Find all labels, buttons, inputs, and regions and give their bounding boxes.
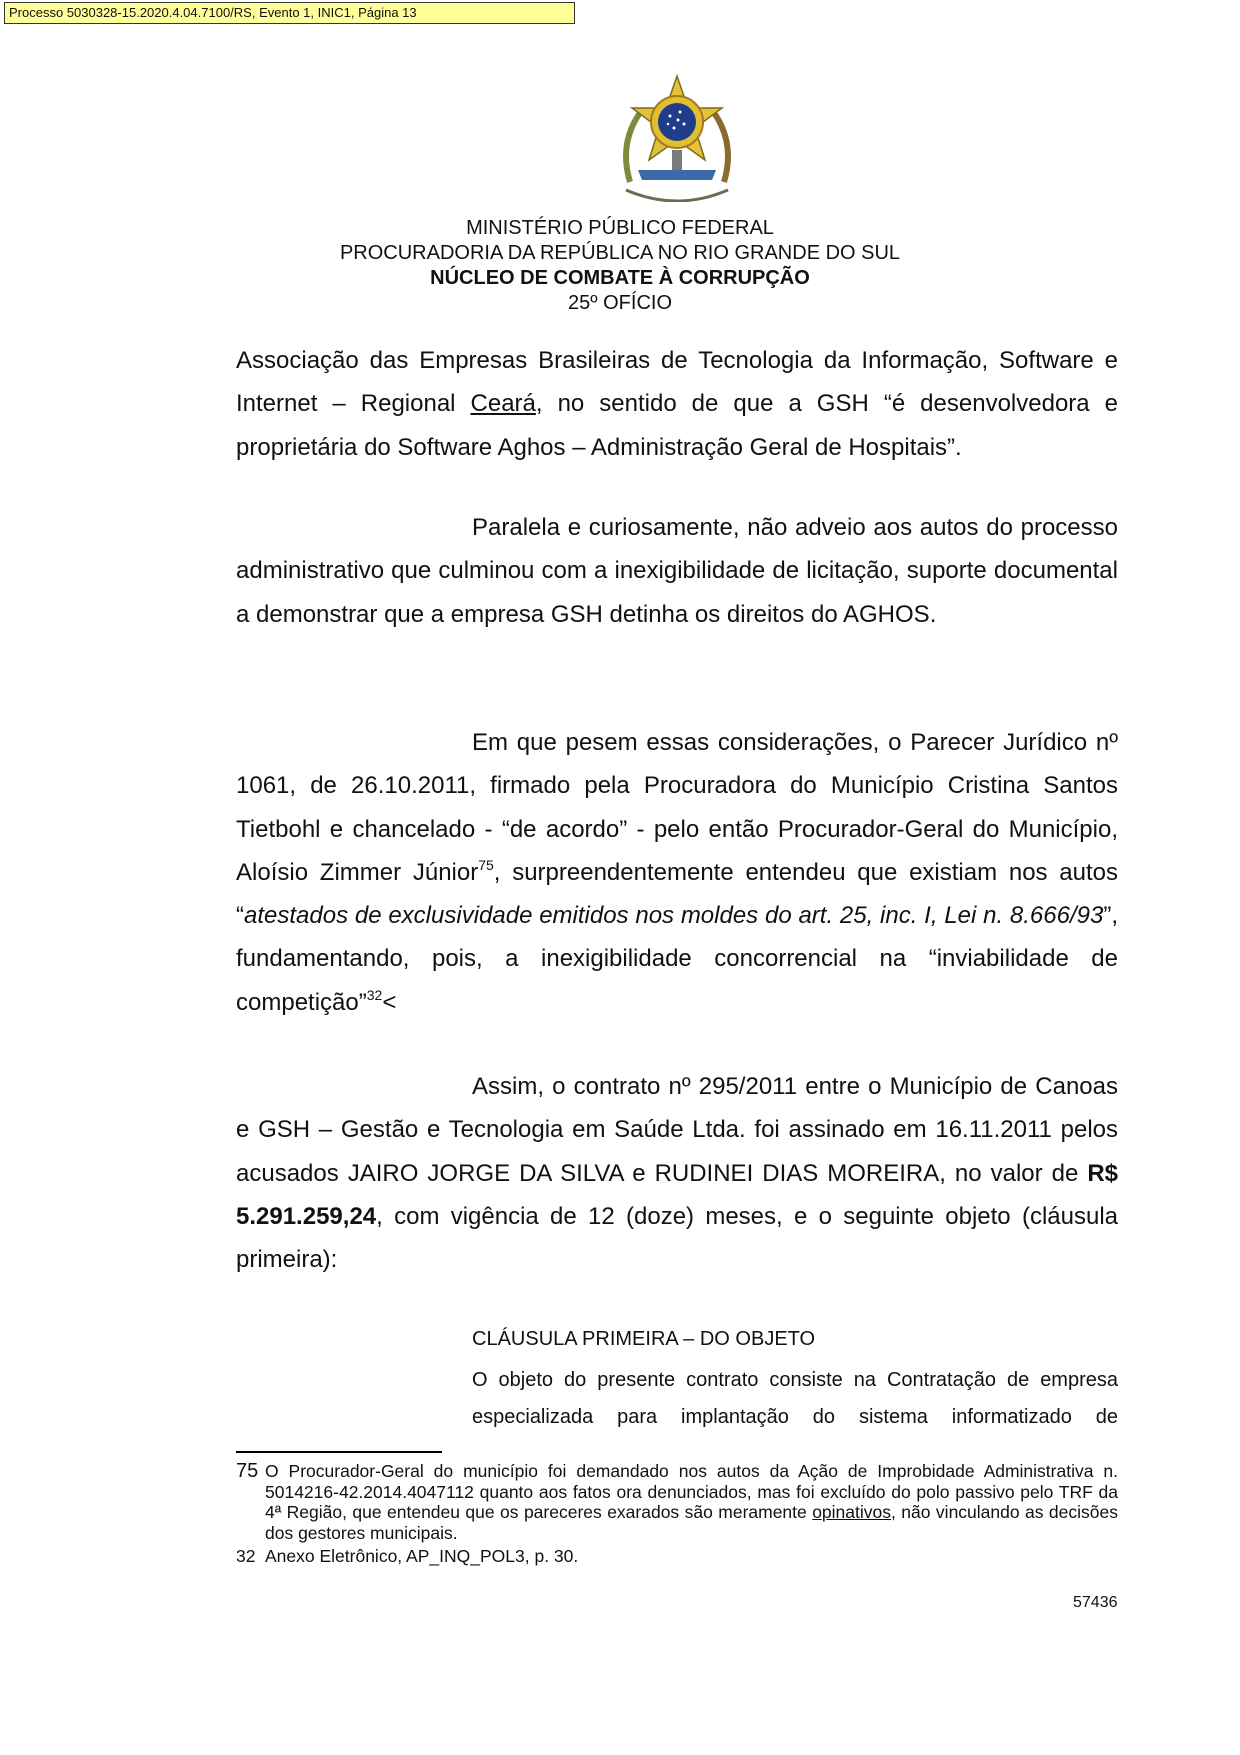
header-nucleo: NÚCLEO DE COMBATE À CORRUPÇÃO [430, 267, 810, 289]
p3-italic-quote: atestados de exclusividade emitidos nos moldes do art. 25, inc. I, Lei n. 8.666/93 [244, 902, 1104, 930]
p2-text: Paralela e curiosamente, não adveio aos autos do processo administrativo que culminou com a inexigibilidade de licitação, suporte documental a demonstrar que a empresa GSH detinha os direitos do AGHOS. [236, 514, 1118, 628]
process-stamp: Processo 5030328-15.2020.4.04.7100/RS, Evento 1, INIC1, Página 13 [4, 2, 575, 24]
coat-of-arms-logo [608, 72, 746, 202]
paragraph-2 [236, 506, 1118, 636]
clause-title: CLÁUSULA PRIMEIRA – DO OBJETO [472, 1328, 816, 1350]
p3-text-b: , surpreendentemente entendeu que existiam nos autos “ [236, 858, 1118, 930]
p3-text-d: ”, fundamentando, pois, a inexigibilidade concorrencial na “inviabilidade de competição” [236, 902, 1118, 1016]
p1-text-c: , no sentido de que a GSH “é desenvolvedora e proprietária do Software Aghos – Administração Geral de Hospitais”. [236, 390, 1118, 461]
header-oficio: 25º OFÍCIO [568, 292, 672, 314]
p4-text-a: Assim, o contrato nº 295/2011 entre o Município de Canoas e GSH – Gestão e Tecnologia em Saúde Ltda. foi assinado em 16.11.2011 pelos acusados JAIRO JORGE DA SILVA e RUDINEI DIAS MOREIRA, no valor de [236, 1073, 1118, 1187]
p3-text-a: Em que pesem essas considerações, o Parecer Jurídico nº 1061, de 26.10.2011, firmado pela Procuradora do Município Cristina Santos Tietbohl e chancelado - “de acordo” - pelo então Procurador-Geral do Município, Aloísio Zimmer Júnior [236, 729, 1118, 886]
fn75-text-c: , não vinculando as decisões dos gestores municipais. [265, 1502, 1119, 1543]
p1-text-a: Associação das Empresas Brasileiras de Tecnologia da Informação, Software e Internet – Regional [236, 347, 1118, 418]
footnote-75-text [265, 1461, 1118, 1543]
footnote-ref-75: 75 [478, 856, 494, 873]
page-number: 57436 [1073, 1594, 1118, 1611]
p4-contract-value: R$ 5.291.259,24 [236, 1159, 1118, 1230]
clause-text: O objeto do presente contrato consiste na Contratação de empresa especializada para implantação do sistema informatizado de [472, 1369, 1118, 1428]
footnote-75-number: 75 [236, 1460, 259, 1482]
paragraph-3 [236, 721, 1118, 1024]
fn75-opinativos: opinativos [812, 1502, 892, 1522]
footnote-32-number: 32 [236, 1546, 256, 1566]
header-procuradoria: PROCURADORIA DA REPÚBLICA NO RIO GRANDE DO SUL [339, 242, 901, 264]
fn75-text-a: O Procurador-Geral do município foi demandado nos autos da Ação de Improbidade Administrativa n. 5014216-42.2014.4047112 quanto aos fatos ora denunciados, mas foi excluído do polo passivo pelo TRF da 4ª Região, que entendeu que os pareceres exarados são meramente [265, 1461, 1118, 1522]
footnote-separator [236, 1451, 442, 1453]
paragraph-1 [236, 339, 1118, 469]
header-ministry: MINISTÉRIO PÚBLICO FEDERAL [466, 217, 774, 239]
document-header [0, 216, 1240, 316]
p1-ceara: Ceará [470, 390, 536, 418]
footnote-ref-32: 32 [366, 986, 383, 1003]
footnote-75 [236, 1461, 1118, 1543]
p3-text-e: < [382, 988, 397, 1016]
footnote-32-text: Anexo Eletrônico, AP_INQ_POL3, p. 30. [265, 1546, 579, 1566]
footnote-32 [236, 1546, 1118, 1567]
paragraph-4 [236, 1065, 1118, 1281]
p4-text-c: , com vigência de 12 (doze) meses, e o seguinte objeto (cláusula primeira): [236, 1202, 1118, 1274]
